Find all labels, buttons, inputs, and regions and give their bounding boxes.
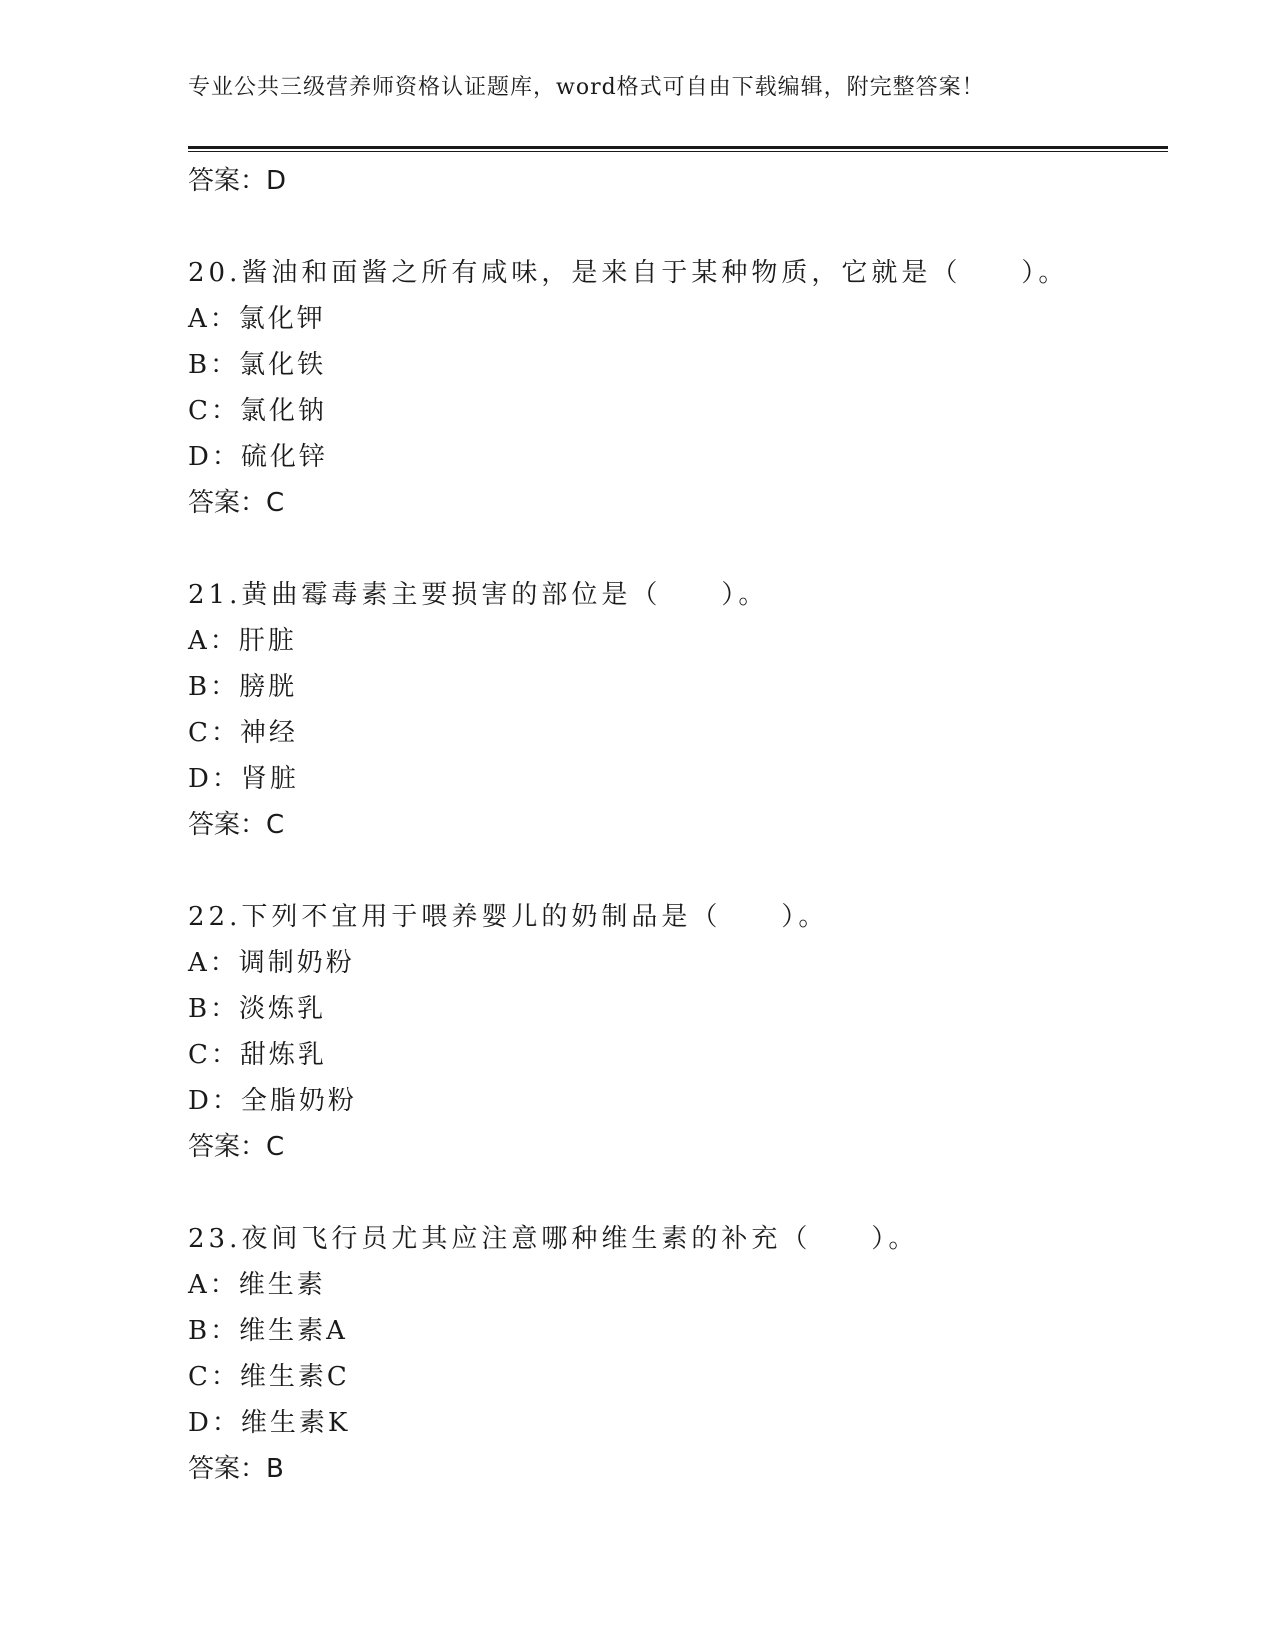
question-stem: 21.黄曲霉毒素主要损害的部位是（ ）。 (188, 580, 769, 610)
question-block (188, 250, 1168, 526)
option-b: B：氯化铁 (188, 350, 327, 380)
spacer (188, 848, 1168, 894)
answer-line: 答案：C (188, 488, 285, 518)
option-a: A：维生素 (188, 1270, 326, 1300)
option-b: B：淡炼乳 (188, 994, 327, 1024)
option-a: A：肝脏 (188, 626, 297, 656)
question-stem: 20.酱油和面酱之所有咸味，是来自于某种物质，它就是（ ）。 (188, 258, 1069, 288)
answer-line: 答案：C (188, 1132, 285, 1162)
question-stem: 22.下列不宜用于喂养婴儿的奶制品是（ ）。 (188, 902, 829, 932)
spacer (188, 1170, 1168, 1216)
question-list (188, 158, 1168, 1492)
option-c: C：神经 (188, 718, 298, 748)
option-d: D：硫化锌 (188, 442, 328, 472)
question-block (188, 572, 1168, 848)
question-block (188, 1216, 1168, 1492)
option-c: C：维生素C (188, 1362, 350, 1392)
option-b: B：膀胱 (188, 672, 298, 702)
answer-line: 答案：C (188, 810, 285, 840)
answer-line: 答案：B (188, 1454, 284, 1484)
option-d: D：全脂奶粉 (188, 1086, 357, 1116)
option-c: C：甜炼乳 (188, 1040, 327, 1070)
previous-answer: 答案：D (188, 166, 287, 196)
option-a: A：氯化钾 (188, 304, 326, 334)
option-d: D：肾脏 (188, 764, 299, 794)
option-d: D：维生素K (188, 1408, 351, 1438)
page-header: 专业公共三级营养师资格认证题库，word格式可自由下载编辑，附完整答案！ (188, 75, 985, 100)
header-rule-thick (188, 146, 1168, 149)
question-block (188, 894, 1168, 1170)
spacer (188, 526, 1168, 572)
option-a: A：调制奶粉 (188, 948, 355, 978)
option-b: B：维生素A (188, 1316, 348, 1346)
header-rule-thin (188, 151, 1168, 152)
question-stem: 23.夜间飞行员尤其应注意哪种维生素的补充（ ）。 (188, 1224, 919, 1254)
option-c: C：氯化钠 (188, 396, 327, 426)
spacer (188, 204, 1168, 250)
